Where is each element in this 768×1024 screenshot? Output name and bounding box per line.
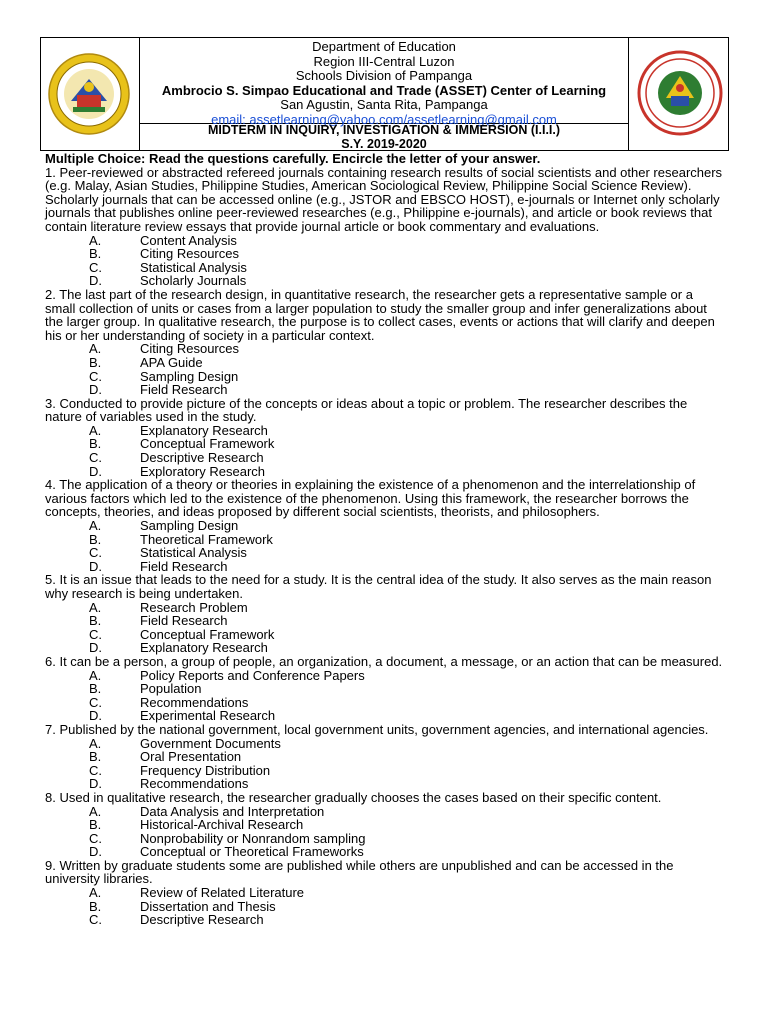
answer-option[interactable] xyxy=(45,845,725,859)
answer-option[interactable] xyxy=(45,641,725,655)
answer-option[interactable] xyxy=(45,234,725,248)
option-letter: B. xyxy=(89,354,102,370)
question-item xyxy=(45,288,725,397)
answer-option[interactable] xyxy=(45,628,725,642)
region-name: Region III-Central Luzon xyxy=(313,53,455,69)
question-item xyxy=(45,573,725,655)
question-text: 9. Written by graduate students some are published while others are unpublished and can be accessed in the university libraries. xyxy=(45,857,674,887)
option-letter: B. xyxy=(89,436,102,452)
option-text: Statistical Analysis xyxy=(140,545,247,561)
option-text: Frequency Distribution xyxy=(140,762,271,778)
option-letter: A. xyxy=(89,599,102,615)
question-item xyxy=(45,723,725,791)
question-item xyxy=(45,478,725,573)
instructions: Multiple Choice: Read the questions carefully. Encircle the letter of your answer. xyxy=(45,151,541,166)
letterhead xyxy=(40,37,729,151)
option-letter: C. xyxy=(89,694,102,710)
exam-body xyxy=(45,152,725,927)
answer-option[interactable] xyxy=(45,913,725,927)
option-text: Historical-Archival Research xyxy=(140,817,304,833)
question-text: 7. Published by the national government, local government units, government agencies, and international agencies. xyxy=(45,721,709,737)
answer-option[interactable] xyxy=(45,886,725,900)
answer-option[interactable] xyxy=(45,437,725,451)
option-text: Field Research xyxy=(140,613,228,629)
option-text: Conceptual or Theoretical Frameworks xyxy=(140,844,364,860)
answer-option[interactable] xyxy=(45,560,725,574)
option-text: Exploratory Research xyxy=(140,463,265,479)
option-letter: B. xyxy=(89,817,102,833)
answer-option[interactable] xyxy=(45,370,725,384)
header-divider-right xyxy=(628,38,629,150)
school-year: S.Y. 2019-2020 xyxy=(341,136,427,151)
option-letter: C. xyxy=(89,626,102,642)
answer-option[interactable] xyxy=(45,274,725,288)
answer-option[interactable] xyxy=(45,614,725,628)
answer-option[interactable] xyxy=(45,451,725,465)
option-letter: B. xyxy=(89,613,102,629)
answer-option[interactable] xyxy=(45,900,725,914)
option-letter: D. xyxy=(89,640,102,656)
question-text: 8. Used in qualitative research, the researcher gradually chooses the cases based on their specific content. xyxy=(45,789,662,805)
answer-option[interactable] xyxy=(45,383,725,397)
school-address: San Agustin, Santa Rita, Pampanga xyxy=(280,97,488,113)
question-text: 5. It is an issue that leads to the need for a study. It is the central idea of the study. It also serves as the main reason why research is being undertaken. xyxy=(45,572,712,601)
option-text: Conceptual Framework xyxy=(140,626,275,642)
option-letter: B. xyxy=(89,681,102,697)
option-text: Experimental Research xyxy=(140,708,276,724)
option-letter: A. xyxy=(89,422,102,438)
answer-option[interactable] xyxy=(45,669,725,683)
option-text: Citing Resources xyxy=(140,246,239,262)
answer-option[interactable] xyxy=(45,682,725,696)
asset-school-seal-icon xyxy=(637,50,723,136)
question-text: 6. It can be a person, a group of people, an organization, a document, a message, or an action that can be measured. xyxy=(45,653,723,669)
answer-option[interactable] xyxy=(45,424,725,438)
option-letter: D. xyxy=(89,382,102,398)
school-name: Ambrocio S. Simpao Educational and Trade (ASSET) Center of Learning xyxy=(161,82,607,98)
answer-option[interactable] xyxy=(45,764,725,778)
option-letter: A. xyxy=(89,885,102,901)
question-list xyxy=(45,166,725,927)
option-text: Sampling Design xyxy=(140,368,239,384)
option-text: Government Documents xyxy=(140,735,281,751)
answer-option[interactable] xyxy=(45,737,725,751)
exam-title: MIDTERM IN INQUIRY, INVESTIGATION & IMMERSION (I.I.I.) xyxy=(207,123,561,137)
option-text: Descriptive Research xyxy=(140,450,264,466)
option-text: APA Guide xyxy=(140,354,203,370)
question-item xyxy=(45,166,725,288)
answer-option[interactable] xyxy=(45,261,725,275)
answer-option[interactable] xyxy=(45,818,725,832)
option-letter: C. xyxy=(89,450,102,466)
option-text: Field Research xyxy=(140,558,228,574)
question-item xyxy=(45,859,725,927)
exam-heading xyxy=(140,124,628,151)
answer-option[interactable] xyxy=(45,750,725,764)
option-text: Policy Reports and Conference Papers xyxy=(140,667,365,683)
option-letter: B. xyxy=(89,749,102,765)
option-text: Nonprobability or Nonrandom sampling xyxy=(140,830,366,846)
option-text: Explanatory Research xyxy=(140,640,268,656)
option-text: Scholarly Journals xyxy=(140,273,247,289)
option-text: Review of Related Literature xyxy=(140,885,305,901)
option-letter: B. xyxy=(89,898,102,914)
department-of-education-seal-icon xyxy=(47,45,131,143)
answer-option[interactable] xyxy=(45,356,725,370)
option-letter: C. xyxy=(89,912,102,928)
option-letter: B. xyxy=(89,531,102,547)
question-text: 4. The application of a theory or theories in explaining the existence of a phenomenon and the interrelationship of various factors which led to the existence of the phenomenon. Using this framework, the researcher borrows the concepts, theories, and ideas proposed by different social scientists, theorists, and philosophers. xyxy=(45,477,696,520)
option-letter: D. xyxy=(89,273,102,289)
option-letter: C. xyxy=(89,368,102,384)
option-text: Oral Presentation xyxy=(140,749,242,765)
option-letter: C. xyxy=(89,259,102,275)
option-letter: A. xyxy=(89,518,102,534)
answer-option[interactable] xyxy=(45,465,725,479)
option-letter: A. xyxy=(89,803,102,819)
answer-option[interactable] xyxy=(45,709,725,723)
answer-option[interactable] xyxy=(45,777,725,791)
answer-option[interactable] xyxy=(45,546,725,560)
option-text: Research Problem xyxy=(140,599,248,615)
option-letter: C. xyxy=(89,830,102,846)
answer-option[interactable] xyxy=(45,342,725,356)
answer-option[interactable] xyxy=(45,696,725,710)
option-text: Dissertation and Thesis xyxy=(140,898,276,914)
answer-option[interactable] xyxy=(45,805,725,819)
option-text: Population xyxy=(140,681,202,697)
question-text: 1. Peer-reviewed or abstracted refereed journals containing research results of social scientists and other researchers (e.g. Malay, Asian Studies, Philippine Studies, American Sociological Review, Philippine Social Science Review). Scholarly journals that can be accessed online (e.g., JSTOR and EBSCO HOST), e-journals or Internet only scholarly journals that publishes online peer-reviewed researches (e.g., Philippine e-journals), and article or book reviews that contain literature review essays that provide journal article or book commentary and evaluations. xyxy=(45,164,723,234)
option-text: Conceptual Framework xyxy=(140,436,275,452)
option-letter: C. xyxy=(89,762,102,778)
header-text xyxy=(140,40,628,128)
option-text: Statistical Analysis xyxy=(140,259,247,275)
option-text: Data Analysis and Interpretation xyxy=(140,803,325,819)
option-letter: D. xyxy=(89,558,102,574)
answer-option[interactable] xyxy=(45,519,725,533)
option-letter: A. xyxy=(89,341,102,357)
question-item xyxy=(45,791,725,859)
option-letter: D. xyxy=(89,463,102,479)
option-text: Recommendations xyxy=(140,694,249,710)
option-text: Descriptive Research xyxy=(140,912,264,928)
option-letter: B. xyxy=(89,246,102,262)
option-text: Content Analysis xyxy=(140,232,237,248)
option-text: Field Research xyxy=(140,382,228,398)
question-item xyxy=(45,655,725,723)
option-letter: A. xyxy=(89,232,102,248)
answer-option[interactable] xyxy=(45,247,725,261)
division-name: Schools Division of Pampanga xyxy=(295,68,473,84)
option-letter: D. xyxy=(89,844,102,860)
department-name: Department of Education xyxy=(312,39,456,54)
option-text: Citing Resources xyxy=(140,341,239,357)
question-text: 2. The last part of the research design, in quantitative research, the researcher gets a representative sample or a small collection of units or cases from a larger population to study the smaller group and infer generalizations about the larger group. In qualitative research, the purpose is to collect cases, events or actions that will clarify and deepen his or her understanding of society in a particular context. xyxy=(45,286,715,343)
question-text: 3. Conducted to provide picture of the concepts or ideas about a topic or problem. The researcher describes the nature of variables used in the study. xyxy=(45,395,688,425)
option-text: Explanatory Research xyxy=(140,422,268,438)
school-email: email: assetlearning@yahoo.com/assetlearning@gmail.com xyxy=(211,111,557,127)
option-text: Sampling Design xyxy=(140,518,239,534)
option-letter: A. xyxy=(89,667,102,683)
option-letter: C. xyxy=(89,545,102,561)
question-item xyxy=(45,397,725,479)
option-text: Theoretical Framework xyxy=(140,531,273,547)
option-letter: D. xyxy=(89,708,102,724)
option-letter: D. xyxy=(89,776,102,792)
option-letter: A. xyxy=(89,735,102,751)
answer-option[interactable] xyxy=(45,533,725,547)
answer-option[interactable] xyxy=(45,832,725,846)
option-text: Recommendations xyxy=(140,776,249,792)
answer-option[interactable] xyxy=(45,601,725,615)
